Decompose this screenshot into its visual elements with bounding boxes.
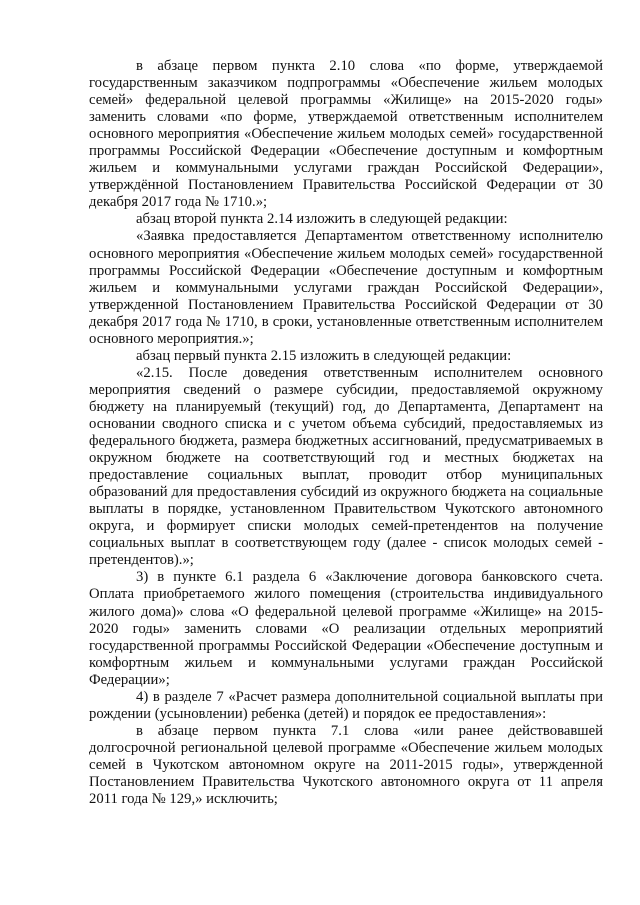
paragraph-2-15-text: «2.15. После доведения ответственным исполнителем основного мероприятия сведений о размере субсидии, предоставляемой окружному бюджету на планируемый (текущий) год, до Департамента, Департамент на основании сводного списка и с учетом объема субсидий, предоставляемых из федерального бюджета, размера бюджетных ассигнований, предусматриваемых в окружном бюджете на соответствующий год и местных бюджетах на предоставление социальных выплат, проводит отбор муниципальных образований для предоставления субсидий из окружного бюджета на социальные выплаты в порядке, установленном Правительством Чукотского автономного округа, и формирует списки молодых семей-претендентов на получение социальных выплат в соответствующем году (далее - список молодых семей - претендентов).»; <box>89 364 603 569</box>
paragraph-item-3: 3) в пункте 6.1 раздела 6 «Заключение договора банковского счета. Оплата приобретаемого жилого помещения (строительства индивидуального жилого дома)» слова «О федеральной целевой программе «Жилище» на 2015-2020 годы» заменить словами «О реализации отдельных мероприятий государственной программы Российской Федерации «Обеспечение доступным и комфортным жильем и коммунальными услугами граждан Российской Федерации»; <box>89 569 603 688</box>
paragraph-2-14-text: «Заявка предоставляется Департаментом ответственному исполнителю основного мероприятия «Обеспечение жильем молодых семей» государственной программы Российской Федерации «Обеспечение доступным и комфортным жильем и коммунальными услугами граждан Российской Федерации», утвержденной Постановлением Правительства Российской Федерации от 30 декабря 2017 года № 1710, в сроки, установленные ответственным исполнителем основного мероприятия.»; <box>89 228 603 347</box>
paragraph-2-14-intro: абзац второй пункта 2.14 изложить в следующей редакции: <box>136 211 508 228</box>
paragraph-2-10-amendment: в абзаце первом пункта 2.10 слова «по форме, утверждаемой государственным заказчиком подпрограммы «Обеспечение жильем молодых семей» федеральной целевой программы «Жилище» на 2015-2020 годы» заменить словами «по форме, утверждаемой ответственным исполнителем основного мероприятия «Обеспечение жильем молодых семей» государственной программы Российской Федерации «Обеспечение доступным и комфортным жильем и коммунальными услугами граждан Российской Федерации», утверждённой Постановлением Правительства Российской Федерации от 30 декабря 2017 года № 1710.»; <box>89 58 603 211</box>
paragraph-item-4: 4) в разделе 7 «Расчет размера дополнительной социальной выплаты при рождении (усыновлении) ребенка (детей) и порядок ее предоставления»: <box>89 688 603 722</box>
paragraph-2-15-intro: абзац первый пункта 2.15 изложить в следующей редакции: <box>136 347 512 364</box>
paragraph-7-1-amendment: в абзаце первом пункта 7.1 слова «или ранее действовавшей долгосрочной региональной целевой программе «Обеспечение жильем молодых семей в Чукотском автономном округе на 2011-2015 годы», утвержденной Постановлением Правительства Чукотского автономного округа от 11 апреля 2011 года № 129,» исключить; <box>89 722 603 808</box>
